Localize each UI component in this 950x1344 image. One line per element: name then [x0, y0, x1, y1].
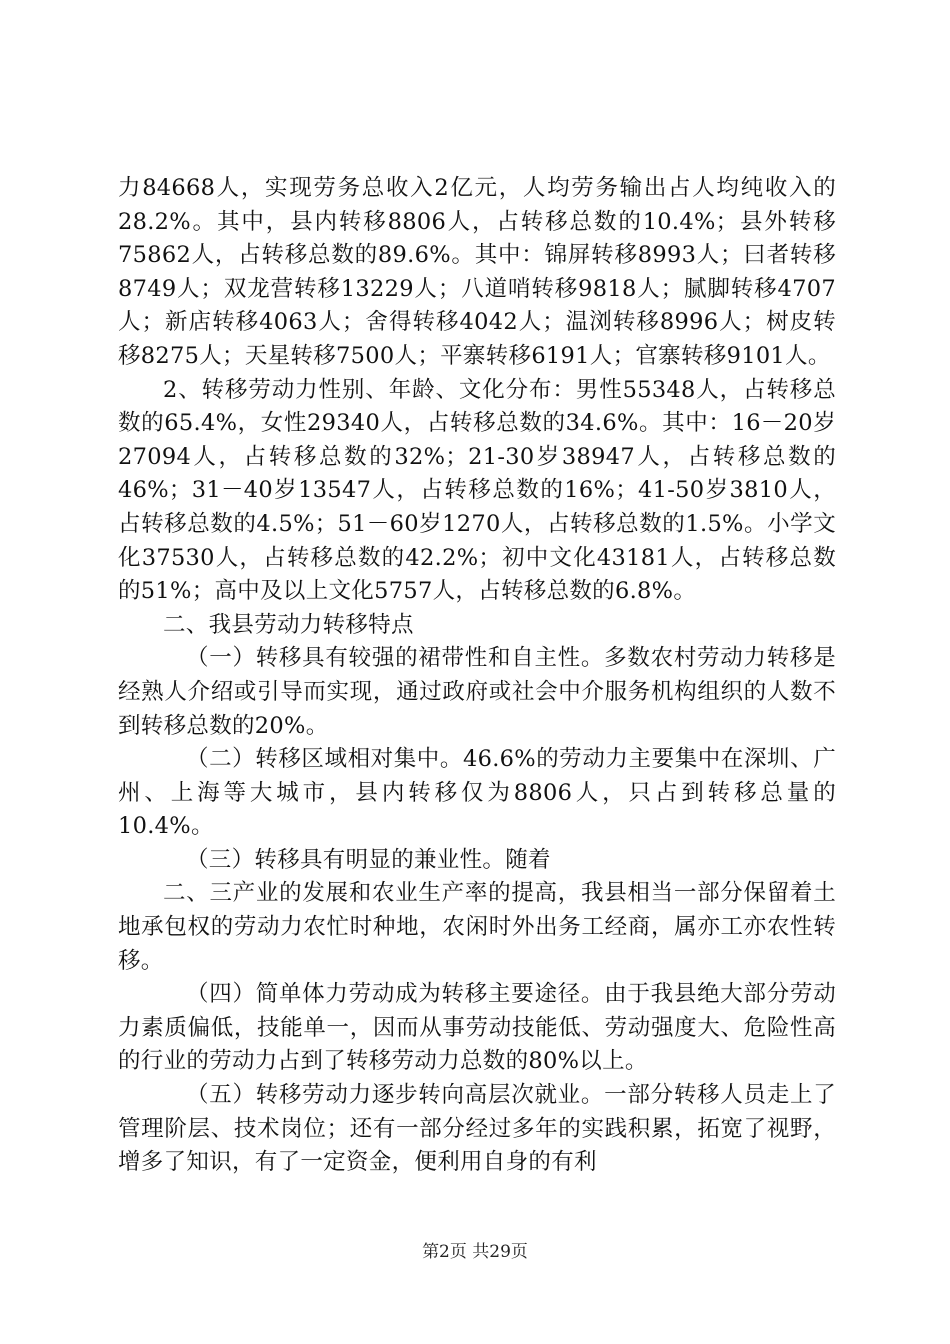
paragraph-demographics: 2、转移劳动力性别、年龄、文化分布：男性55348人，占转移总数的65.4%，女性29340人，占转移总数的34.6%。其中：16－20岁27094人，占转移总数的32%；21-30岁38947人，占转移总数的46%；31－40岁13547人，占转移总数的16%；41-50岁3810人，占转移总数的4.5%；51－60岁1270人，占转移总数的1.5%。小学文化37530人，占转移总数的42.2%；初中文化43181人，占转移总数的51%；高中及以上文化5757人，占转移总数的6.8%。 [118, 376, 836, 605]
document-body [118, 172, 836, 1180]
page-number-label: 第2页 共29页 [422, 1242, 528, 1262]
page-footer [0, 1240, 950, 1264]
paragraph-feature-3: （三）转移具有明显的兼业性。随着 [186, 846, 551, 873]
paragraph-feature-1: （一）转移具有较强的裙带性和自主性。多数农村劳动力转移是经熟人介绍或引导而实现，通过政府或社会中介服务机构组织的人数不到转移总数的20%。 [118, 645, 836, 739]
paragraph-transfer-totals: 力84668人，实现劳务总收入2亿元，人均劳务输出占人均纯收入的28.2%。其中，县内转移8806人，占转移总数的10.4%；县外转移75862人，占转移总数的89.6%。其中：锦屏转移8993人；曰者转移8749人；双龙营转移13229人；八道哨转移9818人；腻脚转移4707人；新店转移4063人；舍得转移4042人；温浏转移8996人；树皮转移8275人；天星转移7500人；平寨转移6191人；官寨转移9101人。 [118, 175, 836, 369]
paragraph-feature-3-continued: 二、三产业的发展和农业生产率的提高，我县相当一部分保留着土地承包权的劳动力农忙时种地，农闲时外出务工经商，属亦工亦农性转移。 [118, 880, 836, 974]
paragraph-feature-5: （五）转移劳动力逐步转向高层次就业。一部分转移人员走上了管理阶层、技术岗位；还有一部分经过多年的实践积累，拓宽了视野，增多了知识，有了一定资金，便利用自身的有利 [118, 1082, 836, 1176]
section-heading-features: 二、我县劳动力转移特点 [163, 611, 414, 638]
paragraph-feature-2: （二）转移区域相对集中。46.6%的劳动力主要集中在深圳、广州、上海等大城市，县内转移仅为8806人，只占到转移总量的10.4%。 [118, 746, 836, 840]
paragraph-feature-4: （四）简单体力劳动成为转移主要途径。由于我县绝大部分劳动力素质偏低，技能单一，因而从事劳动技能低、劳动强度大、危险性高的行业的劳动力占到了转移劳动力总数的80%以上。 [118, 981, 836, 1075]
